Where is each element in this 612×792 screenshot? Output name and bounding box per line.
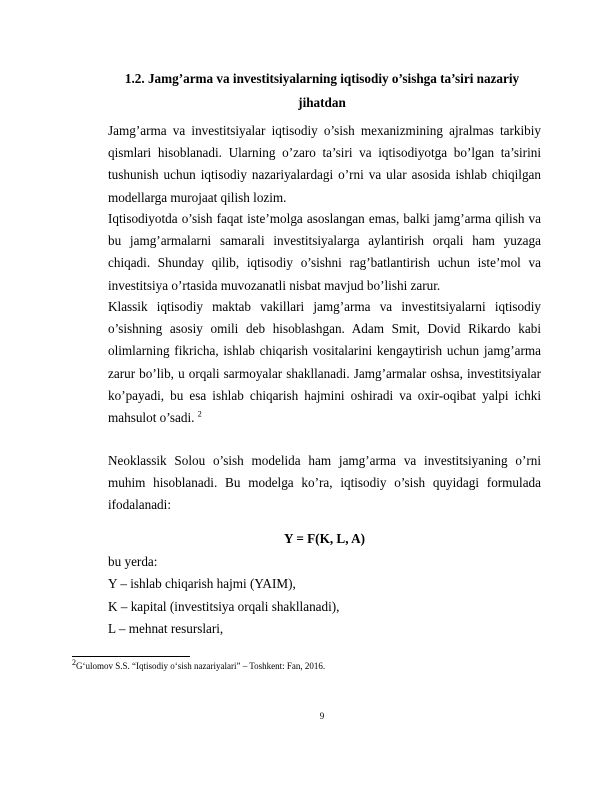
page-number: 9 bbox=[319, 711, 325, 721]
paragraph-3 bbox=[108, 296, 541, 429]
paragraph-2 bbox=[108, 208, 541, 297]
footnote-text: G‘ulomov S.S. “Iqtisodiy o‘sish nazariyalari” – Toshkent: Fan, 2016. bbox=[76, 661, 326, 671]
paragraph-4-text: Neoklassik Solou o’sish modelida ham jamg’arma va investitsiyaning o’rni muhim hisoblanadi. Bu modelga ko’ra, iqtisodiy o’sish quyidagi formulada ifodalanadi: bbox=[108, 453, 541, 513]
paragraph-1-text: Jamg’arma va investitsiyalar iqtisodiy o’sish mexanizmining ajralmas tarkibiy qismlari hisoblanadi. Ularning o’zaro ta’siri va iqtisodiyotga bo’lgan ta’sirini tushunish uchun iqtisodiy nazariyalardagi o’rni va ular asosida ishlab chiqilgan modellarga murojaat qilish lozim. bbox=[108, 123, 541, 205]
formula: Y = F(K, L, A) bbox=[283, 531, 366, 546]
definition-intro: bu yerda: bbox=[108, 554, 158, 569]
definition-l: L – mehnat resurslari, bbox=[108, 621, 224, 636]
paragraph-3-text: Klassik iqtisodiy maktab vakillari jamg’arma va investitsiyalarni iqtisodiy o’sishning asosiy omili deb hisoblashgan. Adam Smit, Dovid Rikardo kabi olimlarning fikricha, ishlab chiqarish vositalarini kengaytirish uchun jamg’arma zarur bo’lib, u orqali sarmoyalar shakllanadi. Jamg’armalar oshsa, investitsiyalar ko’payadi, bu esa ishlab chiqarish hajmini oshiradi va oxir-oqibat yalpi ichki mahsulot o’sadi. bbox=[108, 299, 541, 426]
footnote bbox=[72, 660, 325, 672]
section-title-line-1: 1.2. Jamg’arma va investitsiyalarning iqtisodiy o’sishga ta’siri nazariy bbox=[124, 71, 520, 86]
paragraph-2-text: Iqtisodiyotda o’sish faqat iste’molga asoslangan emas, balki jamg’arma qilish va bu jamg’armalarni samarali investitsiyalarga aylantirish orqali ham yuzaga chiqadi. Shunday qilib, iqtisodiy o’sishni rag’batlantirish uchun iste’mol va investitsiya o’rtasida muvozanatli nisbat mavjud bo’lishi zarur. bbox=[108, 211, 541, 293]
paragraph-1 bbox=[108, 120, 541, 209]
footnote-marker: 2 bbox=[72, 658, 76, 667]
footnote-divider bbox=[72, 656, 190, 657]
paragraph-4 bbox=[108, 450, 541, 517]
definition-k: K – kapital (investitsiya orqali shakllanadi), bbox=[108, 599, 340, 614]
footnote-reference: 2 bbox=[197, 409, 202, 419]
section-title-line-2: jihatdan bbox=[298, 95, 346, 110]
definition-y: Y – ishlab chiqarish hajmi (YAIM), bbox=[108, 576, 296, 591]
